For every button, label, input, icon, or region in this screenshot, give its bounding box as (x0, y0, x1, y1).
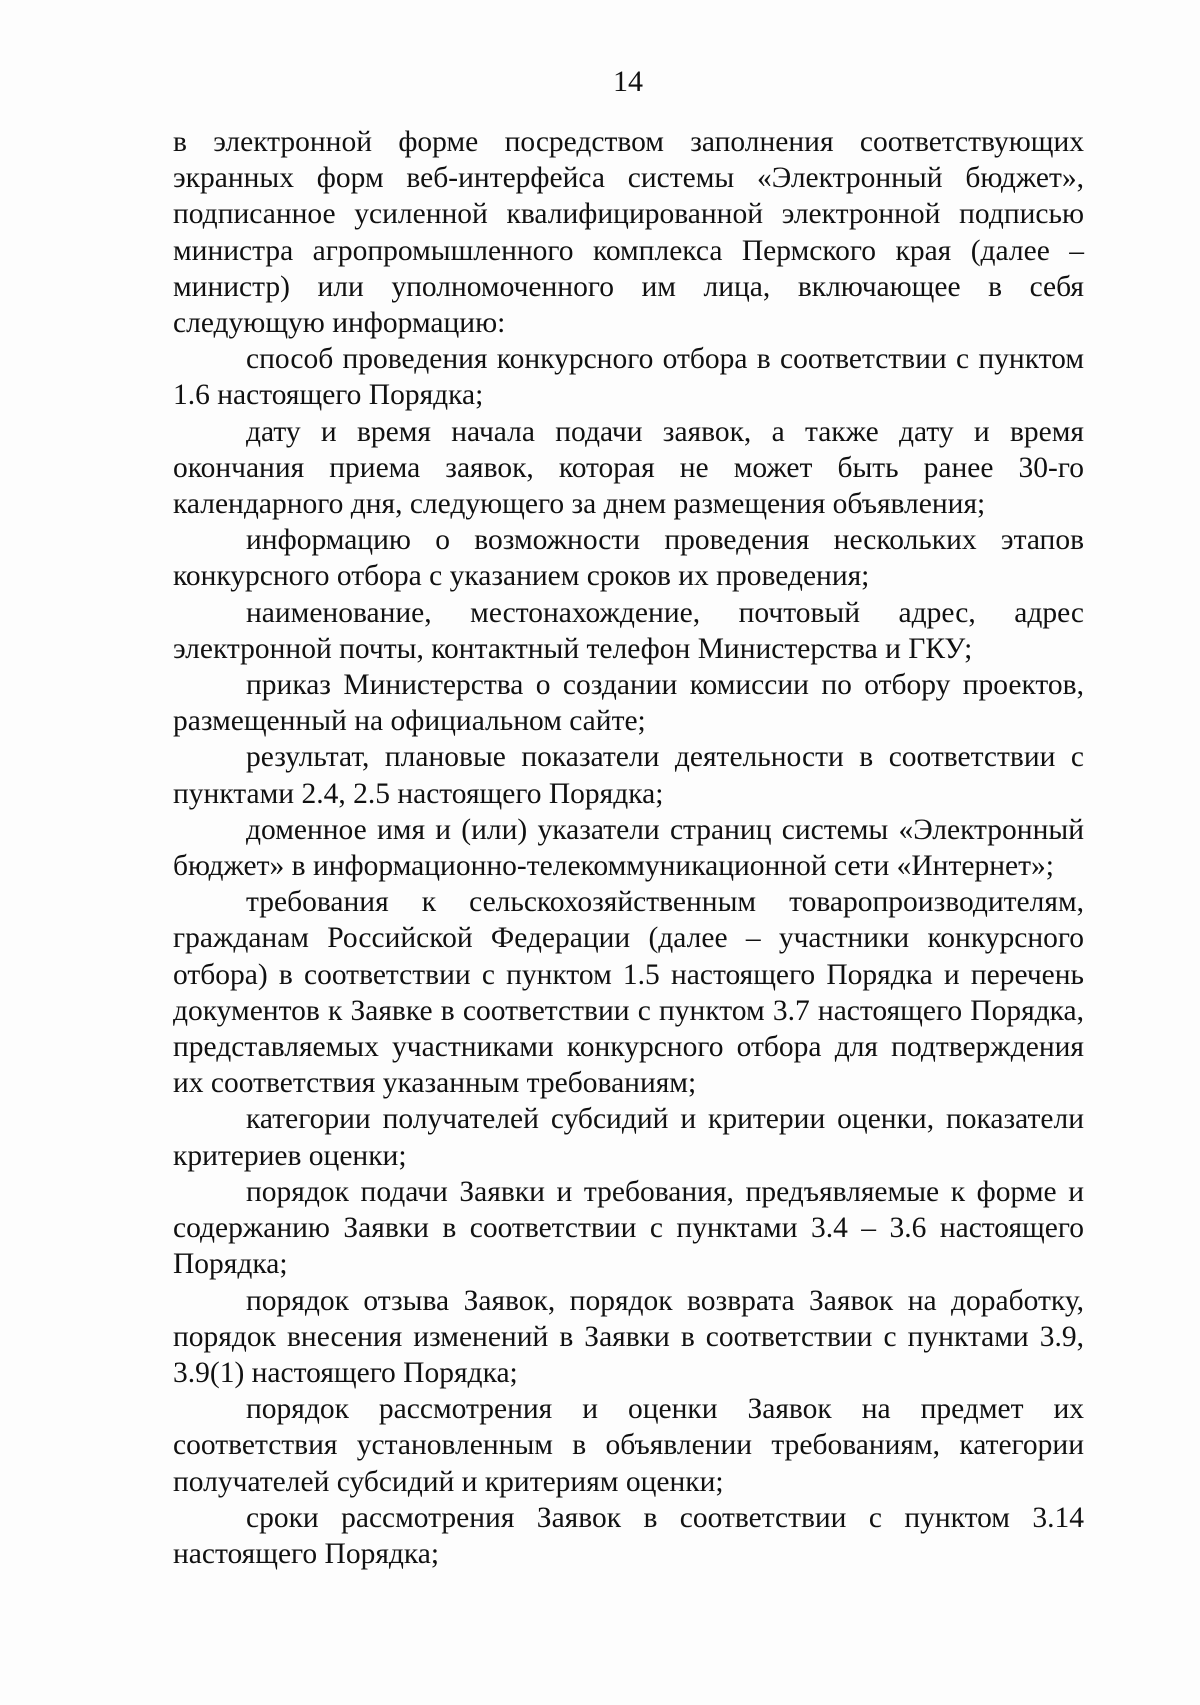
list-item: наименование, местонахождение, почтовый адрес, адрес электронной почты, контактный телефон Министерства и ГКУ; (173, 596, 1084, 665)
list-item: способ проведения конкурсного отбора в соответствии с пунктом 1.6 настоящего Порядка; (173, 343, 1084, 412)
list-item: сроки рассмотрения Заявок в соответствии с пунктом 3.14 настоящего Порядка; (173, 1501, 1084, 1570)
page-number: 14 (613, 65, 643, 98)
paragraph-intro: в электронной форме посредством заполнения соответствующих экранных форм веб-интерфейса системы «Электронный бюджет», подписанное усиленной квалифицированной электронной подписью министра агропромышленного комплекса Пермского края (далее – министр) или уполномоченного им лица, включающее в себя следующую информацию: (173, 126, 1084, 340)
list-item: результат, плановые показатели деятельности в соответствии с пунктами 2.4, 2.5 настоящего Порядка; (173, 741, 1084, 810)
document-body (173, 124, 1084, 1572)
list-item: доменное имя и (или) указатели страниц системы «Электронный бюджет» в информационно-телекоммуникационной сети «Интернет»; (173, 813, 1084, 883)
list-item: дату и время начала подачи заявок, а также дату и время окончания приема заявок, которая не может быть ранее 30-го календарного дня, следующего за днем размещения объявления; (173, 415, 1084, 521)
list-item: информацию о возможности проведения нескольких этапов конкурсного отбора с указанием сроков их проведения; (173, 524, 1084, 593)
list-item: порядок отзыва Заявок, порядок возврата Заявок на доработку, порядок внесения изменений в Заявки в соответствии с пунктами 3.9, 3.9(1) настоящего Порядка; (173, 1284, 1084, 1389)
list-item: приказ Министерства о создании комиссии по отбору проектов, размещенный на официальном сайте; (173, 669, 1084, 738)
list-item: требования к сельскохозяйственным товаропроизводителям, гражданам Российской Федерации (далее – участники конкурсного отбора) в соответствии с пунктом 1.5 настоящего Порядка и перечень документов к Заявке в соответствии с пунктом 3.7 настоящего Порядка, представляемых участниками конкурсного отбора для подтверждения их соответствия указанным требованиям; (173, 886, 1084, 1100)
list-item: порядок рассмотрения и оценки Заявок на предмет их соответствия установленным в объявлении требованиям, категории получателей субсидий и критериям оценки; (173, 1393, 1084, 1498)
list-item: категории получателей субсидий и критерии оценки, показатели критериев оценки; (173, 1103, 1084, 1172)
list-item: порядок подачи Заявки и требования, предъявляемые к форме и содержанию Заявки в соответствии с пунктами 3.4 – 3.6 настоящего Порядка; (173, 1175, 1084, 1281)
